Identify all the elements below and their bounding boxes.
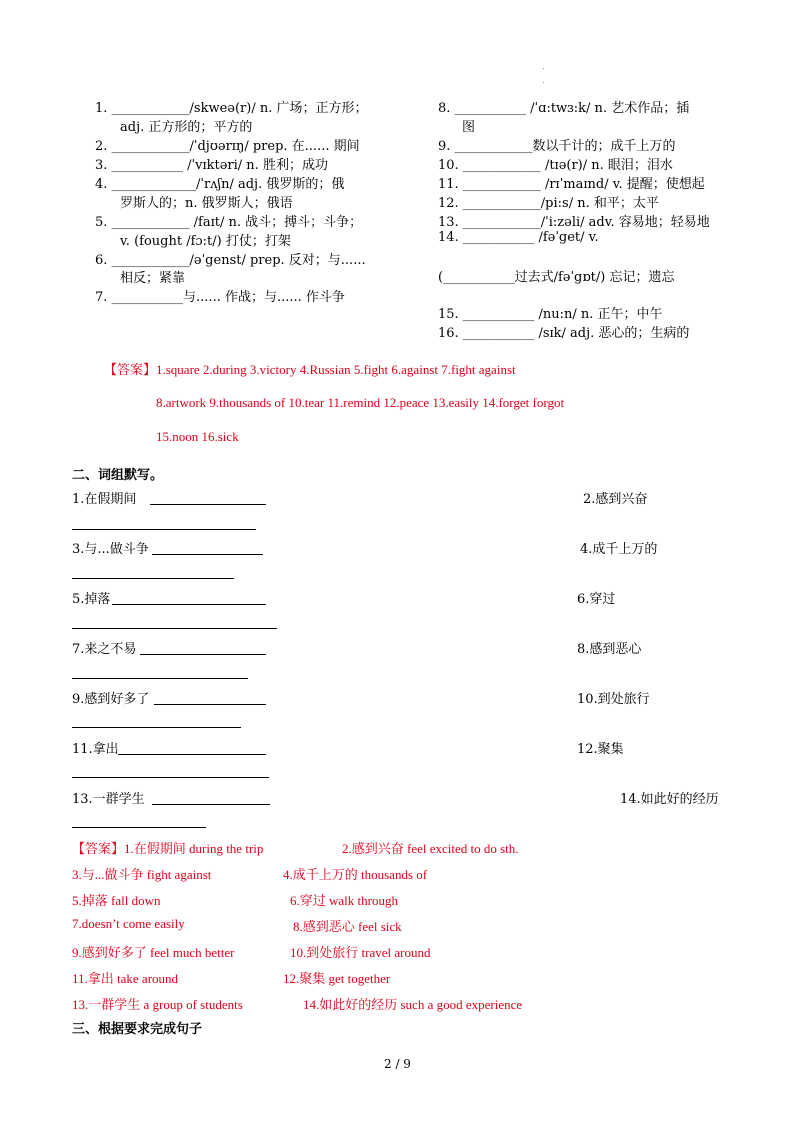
phrase-item-11: 11.拿出: [72, 742, 119, 757]
phrase-item-13: 13.一群学生: [72, 792, 145, 807]
vocab-item-8: 8. ___________ /ˈɑ:twɜ:k/ n. 艺术作品；插: [438, 101, 690, 116]
vocab-item-2: 2. ____________/ˈdjʊərɪŋ/ prep. 在...... 期间: [95, 139, 360, 154]
answer-row: 12.聚集 get together: [283, 971, 391, 986]
phrase-item-8: 8.感到恶心: [577, 642, 642, 657]
answer-line-2: 8.artwork 9.thousands of 10.tear 11.remind 12.peace 13.easily 14.forget forgot: [156, 395, 565, 410]
answer-line-1: 【答案】1.square 2.during 3.victory 4.Russian 5.fight 6.against 7.fight against: [104, 362, 516, 377]
vocab-item-11: 11. ____________ /rɪˈmaɪnd/ v. 提醒；使想起: [438, 177, 705, 192]
phrase-item-10: 10.到处旅行: [577, 692, 650, 707]
vocab-item-4: 4. _____________/ˈrʌʃn/ adj. 俄罗斯的；俄: [95, 177, 345, 192]
phrase-item-3: 3.与...做斗争: [72, 542, 149, 557]
vocab-item-13: 13. ____________/ˈi:zəli/ adv. 容易地；轻易地: [438, 215, 710, 230]
phrase-item-14: 14.如此好的经历: [620, 792, 719, 807]
phrase-item-2: 2.感到兴奋: [583, 492, 648, 507]
vocab-item-8-cont: 图: [462, 120, 476, 135]
phrase-item-9: 9.感到好多了: [72, 692, 150, 707]
answer-blank[interactable]: [72, 628, 277, 629]
vocab-item-9: 9. ____________数以千计的；成千上万的: [438, 139, 676, 154]
answer-blank[interactable]: [72, 827, 206, 828]
answer-row: 3.与...做斗争 fight against: [72, 867, 212, 882]
vocab-item-5: 5. ____________ /faɪt/ n. 战斗；搏斗；斗争；: [95, 215, 363, 230]
answer-row: 13.一群学生 a group of students: [72, 997, 243, 1012]
phrase-item-5: 5.掉落: [72, 592, 111, 607]
answer-blank[interactable]: [72, 578, 234, 579]
section-2-title: 二、词组默写。: [72, 468, 164, 483]
vocab-item-6: 6. ____________/əˈgenst/ prep. 反对；与......: [95, 253, 366, 268]
answer-blank[interactable]: [72, 727, 241, 728]
phrase-item-6: 6.穿过: [577, 592, 616, 607]
vocab-item-1: 1. ____________/skweə(r)/ n. 广场；正方形；: [95, 101, 368, 116]
answer-blank[interactable]: [150, 504, 266, 505]
answer-blank[interactable]: [152, 804, 270, 805]
answer-line-3: 15.noon 16.sick: [156, 429, 239, 444]
answer-blank[interactable]: [72, 777, 269, 778]
answer-row: 6.穿过 walk through: [290, 893, 398, 908]
phrase-item-4: 4.成千上万的: [580, 542, 658, 557]
phrase-item-1: 1.在假期间: [72, 492, 137, 507]
answer-row: 14.如此好的经历 such a good experience: [303, 997, 523, 1012]
vocab-item-12: 12. ____________/pi:s/ n. 和平；太平: [438, 196, 659, 211]
answer-row: 9.感到好多了 feel much better: [72, 945, 235, 960]
vocab-item-10: 10. ____________ /tɪə(r)/ n. 眼泪；泪水: [438, 158, 673, 173]
answer-row: 5.掉落 fall down: [72, 893, 161, 908]
answer-blank[interactable]: [154, 704, 266, 705]
answer-row: 8.感到恶心 feel sick: [293, 919, 402, 934]
phrase-item-12: 12.聚集: [577, 742, 624, 757]
answer-row: 【答案】1.在假期间 during the trip: [72, 841, 264, 856]
vocab-item-6-cont: 相反；紧靠: [120, 271, 186, 286]
answer-blank[interactable]: [72, 529, 256, 530]
vocab-item-5-cont: v. (fought /fɔ:t/) 打仗；打架: [120, 234, 291, 249]
page-number: 2 / 9: [384, 1057, 411, 1071]
phrase-item-7: 7.来之不易: [72, 642, 137, 657]
answer-row: 4.成千上万的 thousands of: [283, 867, 428, 882]
answer-row: 10.到处旅行 travel around: [290, 945, 431, 960]
section-3-title: 三、根据要求完成句子: [72, 1022, 203, 1037]
answer-row: 11.拿出 take around: [72, 971, 179, 986]
vocab-item-16: 16. ___________ /sɪk/ adj. 恶心的；生病的: [438, 326, 690, 341]
answer-blank[interactable]: [118, 754, 266, 755]
vocab-item-4-cont: 罗斯人的；n. 俄罗斯人；俄语: [120, 196, 293, 211]
vocab-item-15: 15. ___________ /nu:n/ n. 正午；中午: [438, 307, 663, 322]
answer-row: 7.doesn’t come easily: [72, 916, 185, 931]
answer-row: 2.感到兴奋 feel excited to do sth.: [342, 841, 519, 856]
answer-blank[interactable]: [152, 554, 263, 555]
vocab-item-14-past: (___________过去式/fəˈgɒt/) 忘记；遗忘: [438, 270, 675, 285]
vocab-item-7: 7. ___________与...... 作战；与...... 作斗争: [95, 290, 345, 305]
answer-blank[interactable]: [112, 604, 266, 605]
vocab-item-3: 3. ___________ /ˈvɪktəri/ n. 胜利；成功: [95, 158, 328, 173]
vocab-item-14: 14. ___________ /fəˈget/ v.: [438, 230, 599, 245]
vocab-item-1-cont: adj. 正方形的；平方的: [120, 120, 253, 135]
answer-blank[interactable]: [72, 678, 248, 679]
answer-blank[interactable]: [140, 654, 266, 655]
